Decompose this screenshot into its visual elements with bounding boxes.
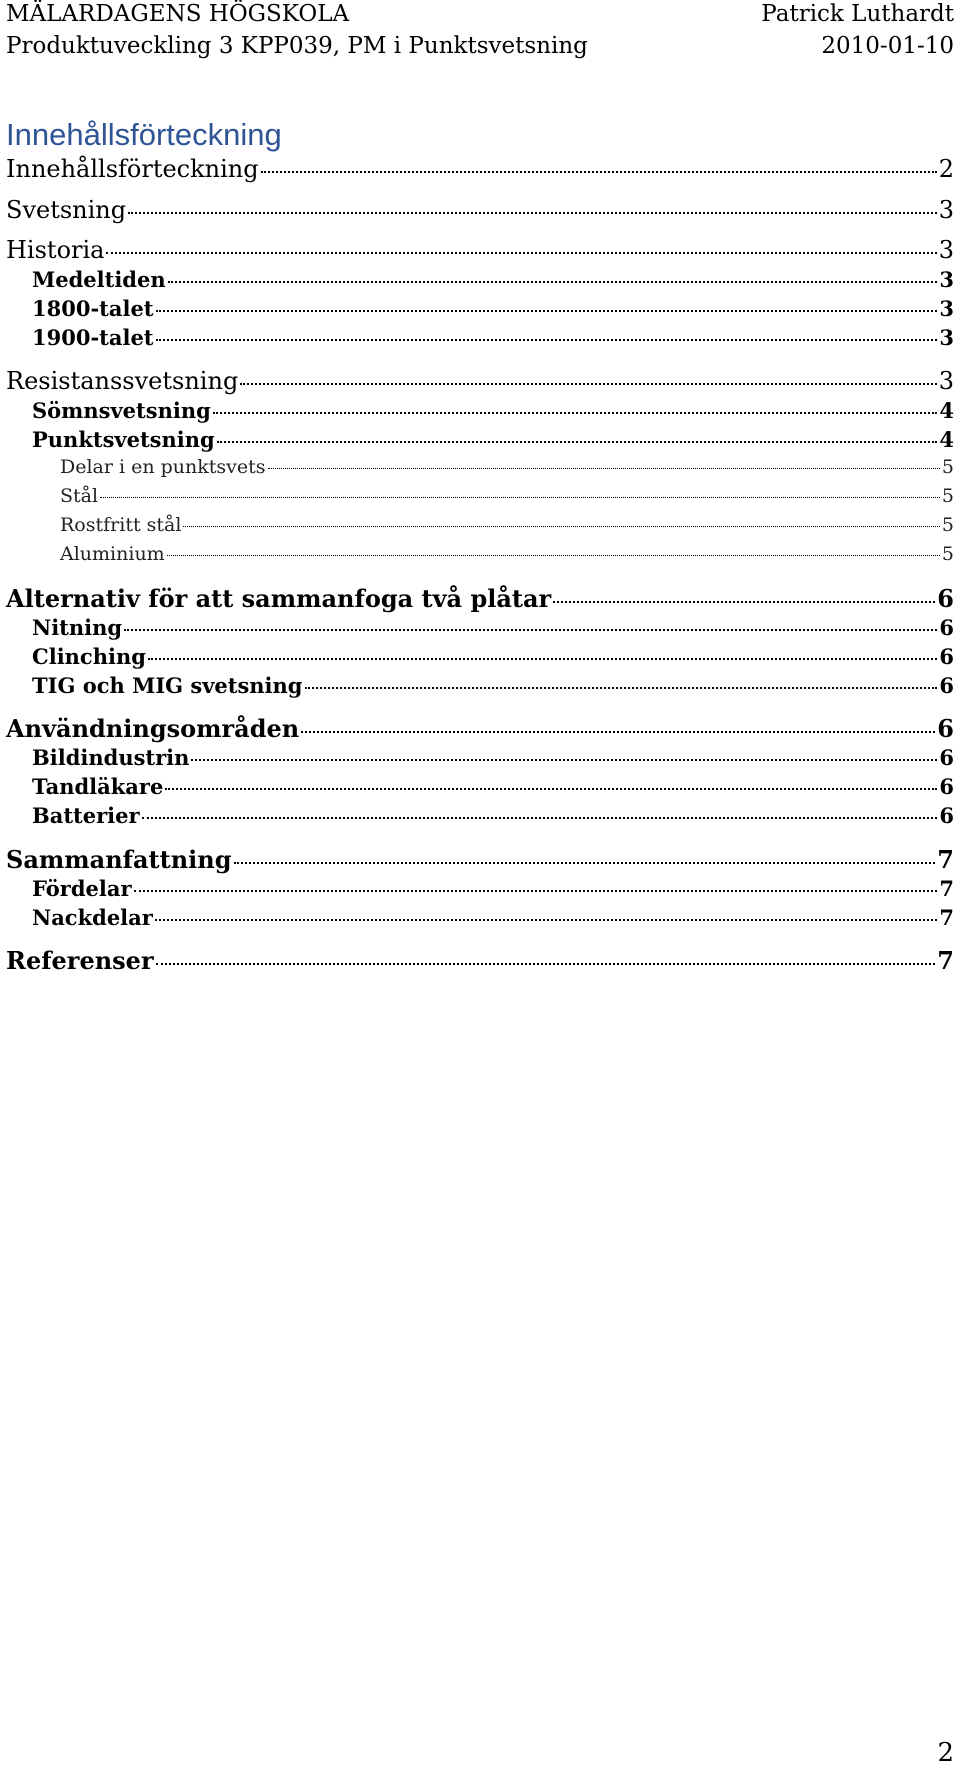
toc-entry-page: 5 xyxy=(941,543,954,565)
toc-entry[interactable] xyxy=(32,905,954,930)
toc-entry-title: 1900-talet xyxy=(32,325,154,350)
toc-leader xyxy=(553,601,935,603)
toc-leader xyxy=(168,281,938,283)
toc-entry-page: 3 xyxy=(938,196,954,224)
toc-entry-title: Fördelar xyxy=(32,876,132,901)
toc-entry-page: 5 xyxy=(941,456,954,478)
toc-entry[interactable] xyxy=(6,155,954,183)
toc-entry-page: 5 xyxy=(941,485,954,507)
toc-entry-title: Clinching xyxy=(32,644,146,669)
toc-entry[interactable] xyxy=(60,485,954,507)
toc-entry-title: Sömnsvetsning xyxy=(32,398,211,423)
toc-entry-title: Referenser xyxy=(6,946,154,975)
toc-entry-title: Stål xyxy=(60,485,99,507)
toc-entry[interactable] xyxy=(6,714,954,743)
toc-leader xyxy=(165,788,937,790)
toc-leader xyxy=(156,310,938,312)
toc-entry-page: 3 xyxy=(938,367,954,395)
header-author: Patrick Luthardt xyxy=(761,1,954,27)
toc-leader xyxy=(261,171,937,173)
toc-entry-title: Delar i en punktsvets xyxy=(60,456,266,478)
toc-leader xyxy=(134,890,938,892)
toc-entry[interactable] xyxy=(6,196,954,224)
toc-entry-title: Sammanfattning xyxy=(6,845,232,874)
toc-entry-page: 2 xyxy=(938,155,954,183)
toc-leader xyxy=(167,555,940,556)
toc-entry-page: 6 xyxy=(939,774,954,799)
toc-leader xyxy=(234,862,936,864)
toc-leader xyxy=(124,629,937,631)
toc-entry[interactable] xyxy=(32,615,954,640)
toc-entry-page: 6 xyxy=(939,615,954,640)
toc-entry[interactable] xyxy=(6,845,954,874)
toc-entry-page: 6 xyxy=(939,745,954,770)
toc-leader xyxy=(156,339,938,341)
toc-entry-title: Användningsområden xyxy=(6,714,300,743)
toc-leader xyxy=(268,468,940,469)
toc-entry[interactable] xyxy=(32,745,954,770)
toc-entry-page: 4 xyxy=(939,398,954,423)
toc-entry[interactable] xyxy=(32,325,954,350)
toc-entry-title: Rostfritt stål xyxy=(60,514,182,536)
toc-entry-title: Innehållsförteckning xyxy=(6,155,259,183)
toc-leader xyxy=(128,212,937,214)
toc-entry[interactable] xyxy=(32,774,954,799)
toc-entry-page: 3 xyxy=(939,325,954,350)
toc-entry-title: Nitning xyxy=(32,615,123,640)
toc-entry[interactable] xyxy=(32,296,954,321)
toc-entry[interactable] xyxy=(60,456,954,478)
header-course: Produktuveckling 3 KPP039, PM i Punktsvetsning xyxy=(6,33,588,59)
toc-leader xyxy=(142,817,938,819)
toc-entry-title: Alternativ för att sammanfoga två plåtar xyxy=(6,584,552,613)
toc-entry-page: 7 xyxy=(937,946,954,975)
toc-leader xyxy=(240,383,936,385)
toc-entry[interactable] xyxy=(60,543,954,565)
toc-entry-page: 7 xyxy=(939,905,954,930)
toc-entry-title: Aluminium xyxy=(60,543,165,565)
toc-entry[interactable] xyxy=(6,367,954,395)
toc-entry-page: 5 xyxy=(941,514,954,536)
toc-entry-title: Punktsvetsning xyxy=(32,427,215,452)
toc-entry-page: 6 xyxy=(939,644,954,669)
toc-leader xyxy=(183,526,939,527)
toc-entry-title: Medeltiden xyxy=(32,267,166,292)
toc-entry-page: 3 xyxy=(939,296,954,321)
page-number: 2 xyxy=(937,1738,954,1768)
toc-entry-title: Historia xyxy=(6,236,105,264)
toc-entry-title: 1800-talet xyxy=(32,296,154,321)
toc-entry[interactable] xyxy=(32,803,954,828)
header-date: 2010-01-10 xyxy=(821,33,954,59)
toc-entry[interactable] xyxy=(32,427,954,452)
header-institution: MÄLARDAGENS HÖGSKOLA xyxy=(6,1,350,27)
toc-entry-title: Tandläkare xyxy=(32,774,164,799)
toc-entry-title: Resistanssvetsning xyxy=(6,367,239,395)
toc-leader xyxy=(148,658,937,660)
toc-leader xyxy=(213,412,938,414)
toc-leader xyxy=(155,919,938,921)
toc-entry-page: 6 xyxy=(939,673,954,698)
toc-entry[interactable] xyxy=(6,946,954,975)
toc-entry-title: Nackdelar xyxy=(32,905,153,930)
toc-entry[interactable] xyxy=(32,876,954,901)
toc-entry-page: 3 xyxy=(938,236,954,264)
toc-entry-title: Bildindustrin xyxy=(32,745,190,770)
toc-leader xyxy=(100,497,940,498)
toc-entry-title: Batterier xyxy=(32,803,140,828)
toc-entry-title: TIG och MIG svetsning xyxy=(32,673,303,698)
toc-entry-page: 7 xyxy=(937,845,954,874)
toc-heading: Innehållsförteckning xyxy=(6,117,282,152)
toc-entry[interactable] xyxy=(6,236,954,264)
toc-leader xyxy=(156,963,936,965)
toc-entry[interactable] xyxy=(6,584,954,613)
toc-leader xyxy=(217,441,938,443)
toc-entry[interactable] xyxy=(32,644,954,669)
toc-leader xyxy=(106,252,936,254)
toc-entry-page: 6 xyxy=(937,584,954,613)
toc-entry-page: 6 xyxy=(937,714,954,743)
toc-entry-page: 3 xyxy=(939,267,954,292)
toc-leader xyxy=(191,759,937,761)
toc-leader xyxy=(301,731,935,733)
toc-entry-page: 7 xyxy=(939,876,954,901)
toc-entry-page: 4 xyxy=(939,427,954,452)
toc-entry-title: Svetsning xyxy=(6,196,127,224)
toc-entry[interactable] xyxy=(32,398,954,423)
toc-entry[interactable] xyxy=(60,514,954,536)
toc-entry-page: 6 xyxy=(939,803,954,828)
toc-leader xyxy=(305,687,938,689)
toc-entry[interactable] xyxy=(32,673,954,698)
toc-entry[interactable] xyxy=(32,267,954,292)
